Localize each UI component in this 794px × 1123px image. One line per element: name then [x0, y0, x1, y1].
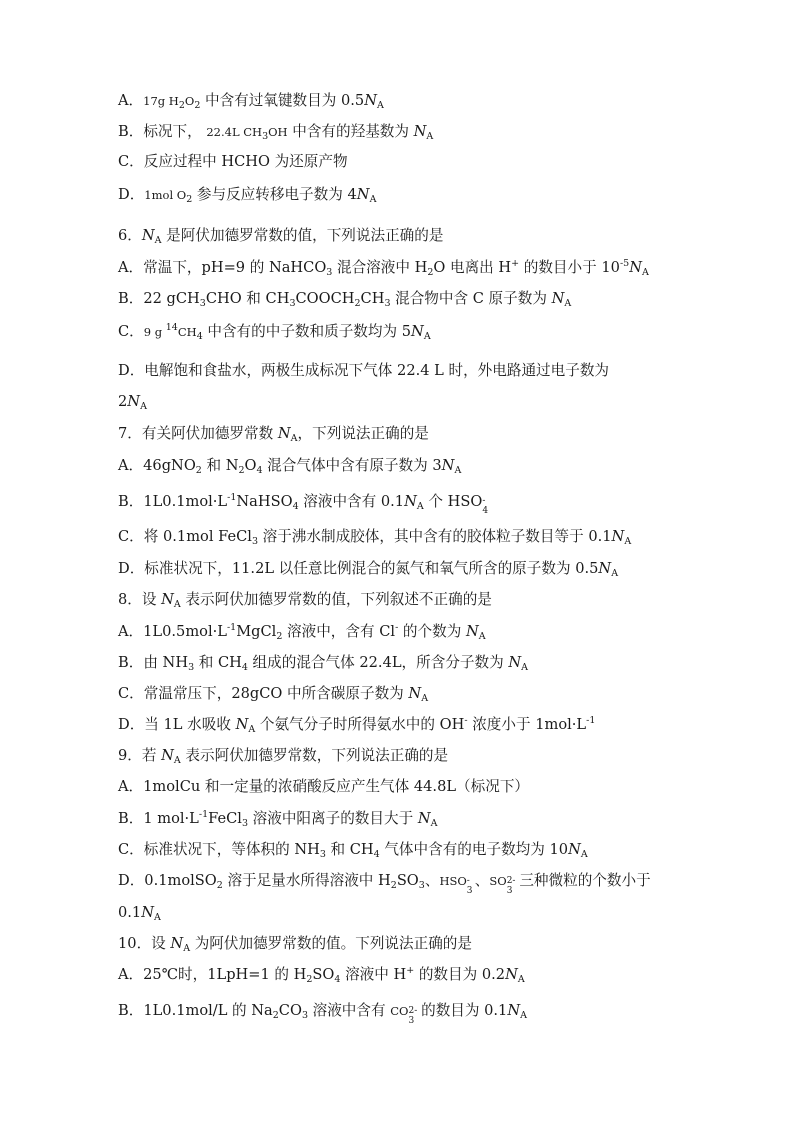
- q9-option-b: B．1 $mol\cdot L^{-1}FeCl_3$ 溶液中阳离子的数目大于 $N_A$: [118, 809, 438, 829]
- q8-option-a: A．$1L0.5mol\cdot L^{-1}MgCl_2$ 溶液中，含有 Cl- 的个数为 $N_A$: [118, 622, 486, 642]
- q8-option-c: C．常温常压下，28gCO 中所含碳原子数为 $N_A$: [118, 685, 429, 704]
- q9-option-a: A．1molCu 和一定量的浓硝酸反应产生气体 44.8L（标况下）: [118, 778, 530, 795]
- q6-option-d-cont: $2N_A$: [118, 393, 147, 412]
- q9-option-d: D．0.1molSO$_2$ 溶于足量水所得溶液中 $H_2SO_3$、HSO - 3 、SO 2- 3 三种微粒的个数小于: [118, 872, 651, 896]
- q9-option-d-cont: $0.1N_A$: [118, 904, 161, 923]
- question-7-stem: 7．有关阿伏加德罗常数 $N_A$，下列说法正确的是: [118, 425, 429, 444]
- option-b-ch3oh: B．标况下， 22.4L $CH_3OH$ 中含有的羟基数为 $N_A$: [118, 123, 434, 142]
- q8-option-b: B．由 $NH_3$ 和 $CH_4$ 组成的混合气体 22.4L，所含分子数为 $N_A$: [118, 654, 528, 673]
- option-a-h2o2: A．17g $H_2O_2$ 中含有过氧键数目为 $0.5N_A$: [118, 92, 384, 111]
- question-8-stem: 8．设 $N_A$ 表示阿伏加德罗常数的值，下列叙述不正确的是: [118, 591, 492, 610]
- q7-option-c: C．将 0.1mol FeCl$_3$ 溶于沸水制成胶体，其中含有的胶体粒子数目等于 $0.1N_A$: [118, 528, 632, 547]
- q7-option-d: D．标准状况下，11.2L 以任意比例混合的氮气和氧气所含的原子数为 $0.5N_A$: [118, 560, 619, 579]
- q6-option-c: C．9 g $^{14}CH_4$ 中含有的中子数和质子数均为 $5N_A$: [118, 322, 431, 342]
- q9-option-c: C．标准状况下，等体积的 $NH_3$ 和 $CH_4$ 气体中含有的电子数均为 $10N_A$: [118, 841, 588, 860]
- q6-option-d: D．电解饱和食盐水，两极生成标况下气体 22.4 L 时，外电路通过电子数为: [118, 362, 610, 379]
- question-10-stem: 10．设 $N_A$ 为阿伏加德罗常数的值。下列说法正确的是: [118, 935, 472, 954]
- q6-option-b: B．22 gCH$_3$CHO 和 $CH_3COOCH_2CH_3$ 混合物中含 C 原子数为 $N_A$: [118, 290, 572, 309]
- q8-option-d: D．当 1L 水吸收 $N_A$ 个氨气分子时所得氨水中的 OH- 浓度小于 $1mol\cdot L^{-1}$: [118, 715, 596, 735]
- question-6-stem: 6．$N_A$ 是阿伏加德罗常数的值，下列说法正确的是: [118, 227, 444, 246]
- option-d-o2: D．1mol $O_2$ 参与反应转移电子数为 $4N_A$: [118, 186, 377, 205]
- q7-option-a: A．46gNO$_2$ 和 $N_2O_4$ 混合气体中含有原子数为 $3N_A$: [118, 457, 462, 476]
- q7-option-b: B．$1L0.1mol\cdot L^{-1}NaHSO_4$ 溶液中含有 $0.1N_A$ 个 HSO - 4: [118, 492, 489, 516]
- option-c-hcho: C．反应过程中 HCHO 为还原产物: [118, 153, 348, 170]
- q6-option-a: A．常温下，pH=9 的 NaHCO$_3$ 混合溶液中 $H_2O$ 电离出 H+ 的数目小于 $10^{-5}N_A$: [118, 258, 649, 278]
- question-9-stem: 9．若 $N_A$ 表示阿伏加德罗常数，下列说法正确的是: [118, 747, 449, 766]
- q10-option-b: B．1L0.1mol/L 的 $Na_2CO_3$ 溶液中含有 CO 2- 3 的数目为 $0.1N_A$: [118, 1002, 527, 1026]
- q10-option-a: A．25℃时，1LpH=1 的 $H_2SO_4$ 溶液中 H+ 的数目为 $0.2N_A$: [118, 965, 525, 985]
